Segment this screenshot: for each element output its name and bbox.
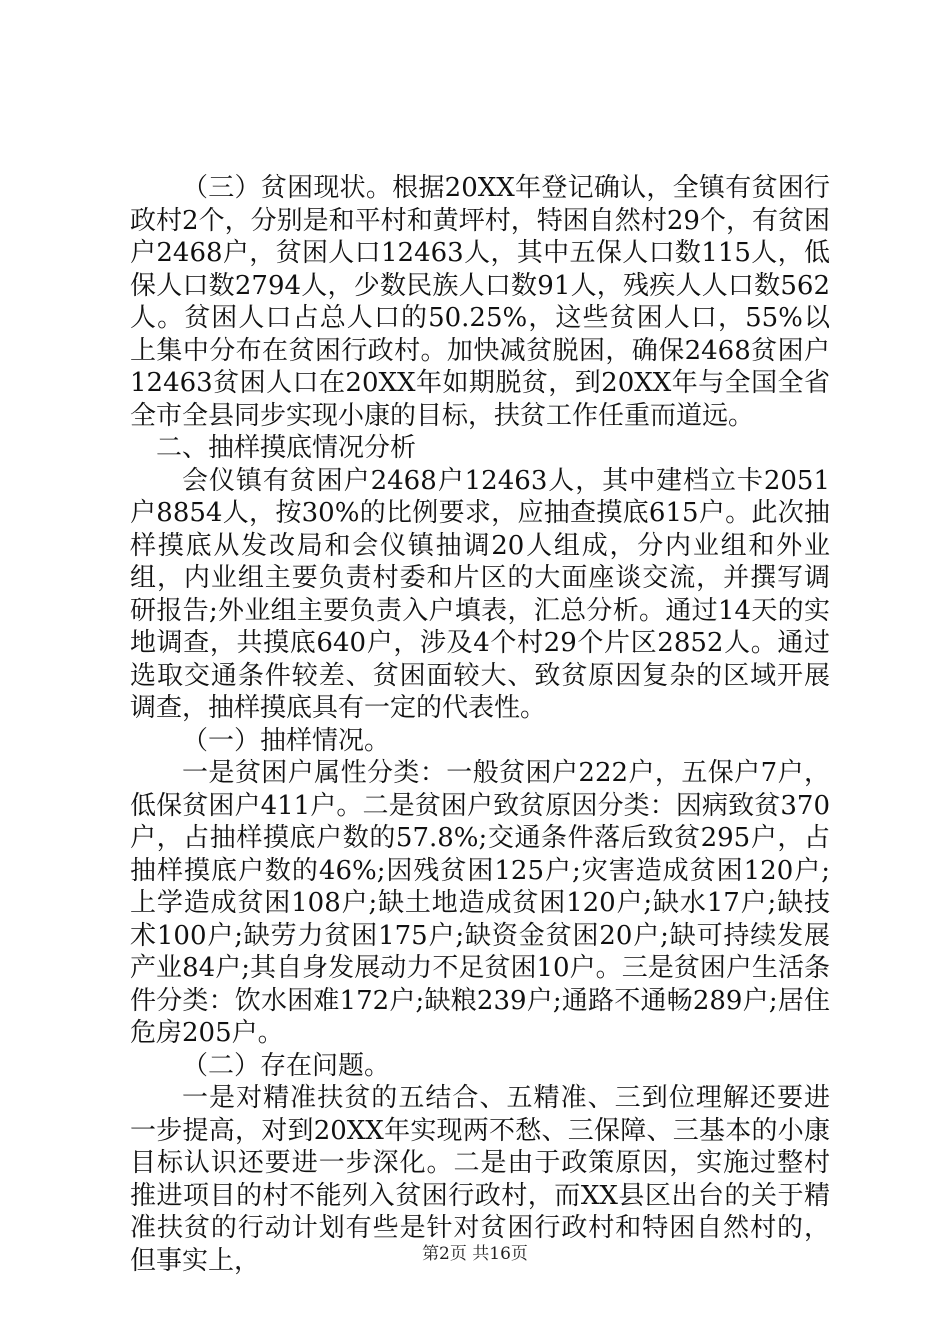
subheading-sampling-situation: （一）抽样情况。 bbox=[182, 725, 391, 756]
section-heading-sampling-analysis: 二、抽样摸底情况分析 bbox=[156, 433, 417, 463]
subheading-existing-problems: （二）存在问题。 bbox=[182, 1050, 391, 1081]
paragraph-poverty-status: （三）贫困现状。根据20XX年登记确认，全镇有贫困行政村2个，分别是和平村和黄坪村，特困自然村29个，有贫困户2468户，贫困人口12463人，其中五保人口数115人，低保人口数2794人，少数民族人口数91人，残疾人人口数562人。贫困人口占总人口的50.25%，这些贫困人口，55%以上集中分布在贫困行政村。加快减贫脱困，确保2468贫困户12463贫困人口在20XX年如期脱贫，到20XX年与全国全省全市全县同步实现小康的目标，扶贫工作任重而道远。 bbox=[130, 173, 830, 431]
page-number-footer: 第2页 共16页 bbox=[422, 1244, 528, 1264]
paragraph-sampling-overview: 会仪镇有贫困户2468户12463人，其中建档立卡2051户8854人，按30%的比例要求，应抽查摸底615户。此次抽样摸底从发改局和会仪镇抽调20人组成，分内业组和外业组，内业组主要负责村委和片区的大面座谈交流，并撰写调研报告;外业组主要负责入户填表，汇总分析。通过14天的实地调查，共摸底640户，涉及4个村29个片区2852人。通过选取交通条件较差、贫困面较大、致贫原因复杂的区域开展调查，抽样摸底具有一定的代表性。 bbox=[130, 465, 830, 723]
paragraph-existing-problems: 一是对精准扶贫的五结合、五精准、三到位理解还要进一步提高，对到20XX年实现两不愁、三保障、三基本的小康目标认识还要进一步深化。二是由于政策原因，实施过整村推进项目的村不能列入贫困行政村，而XX县区出台的关于精准扶贫的行动计划有些是针对贫困行政村和特困自然村的，但事实上， bbox=[130, 1083, 830, 1276]
document-body bbox=[130, 172, 830, 1277]
paragraph-sampling-classification: 一是贫困户属性分类：一般贫困户222户，五保户7户，低保贫困户411户。二是贫困户致贫原因分类：因病致贫370户，占抽样摸底户数的57.8%;交通条件落后致贫295户，占抽样摸底户数的46%;因残贫困125户;灾害造成贫困120户;上学造成贫困108户;缺土地造成贫困120户;缺水17户;缺技术100户;缺劳力贫困175户;缺资金贫困20户;缺可持续发展产业84户;其自身发展动力不足贫困10户。三是贫困户生活条件分类：饮水困难172户;缺粮239户;通路不通畅289户;居住危房205户。 bbox=[130, 758, 830, 1048]
